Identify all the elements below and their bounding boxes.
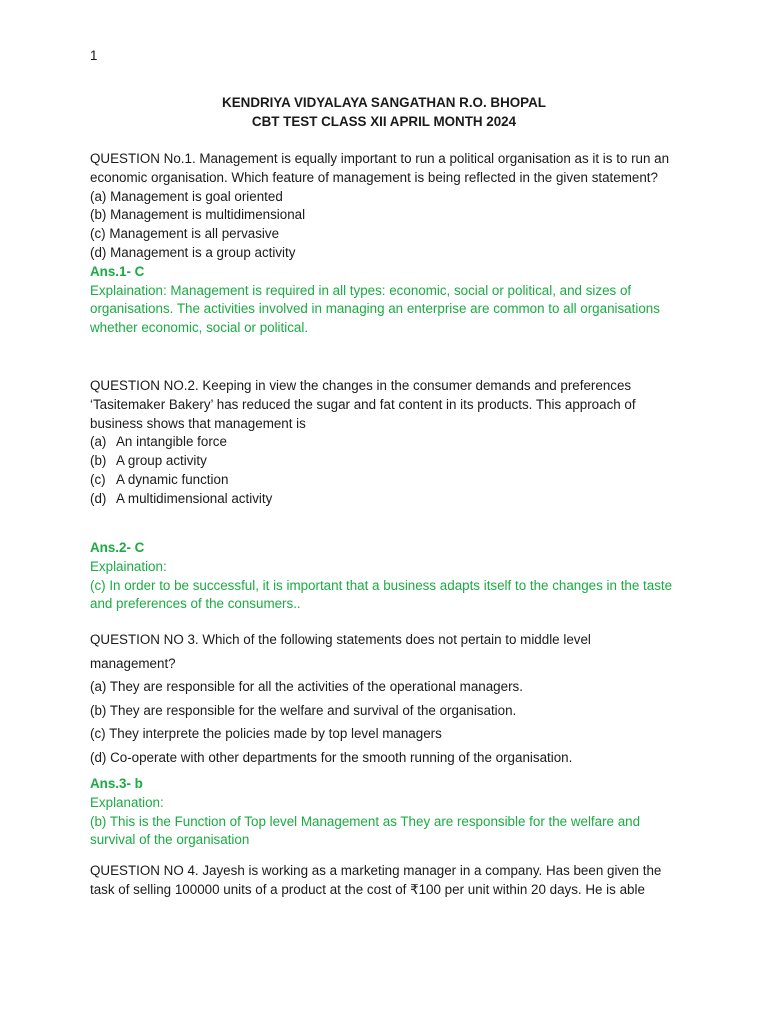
header-line-1: KENDRIYA VIDYALAYA SANGATHAN R.O. BHOPAL xyxy=(222,95,546,110)
question-2 xyxy=(90,377,680,509)
question-2-option xyxy=(90,471,680,490)
question-3-option: (b) They are responsible for the welfare and survival of the organisation. xyxy=(90,702,517,718)
question-1-option: (a) Management is goal oriented xyxy=(90,188,283,204)
question-4 xyxy=(90,862,680,900)
answer-1: Ans.1- C xyxy=(90,263,145,279)
question-1-option: (c) Management is all pervasive xyxy=(90,226,280,242)
question-2-option xyxy=(90,433,680,452)
option-text: A dynamic function xyxy=(116,471,229,487)
page-number: 1 xyxy=(90,48,98,63)
question-1-text: QUESTION No.1. Management is equally important to run a political organisation as it is to run an economic organisation. Which feature of management is being reflected in the given statement? xyxy=(90,151,670,185)
answer-2-block xyxy=(90,539,680,614)
question-2-text: QUESTION NO.2. Keeping in view the changes in the consumer demands and preferences ‘Tasitemaker Bakery’ has reduced the sugar and fat content in its products. This approach of business shows that management is xyxy=(90,378,636,431)
question-3-option: (c) They interprete the policies made by top level managers xyxy=(90,726,442,741)
option-letter: (b) xyxy=(90,453,107,469)
option-text: An intangible force xyxy=(116,434,227,450)
answer-3: Ans.3- b xyxy=(90,776,143,791)
question-1-option: (d) Management is a group activity xyxy=(90,244,296,260)
question-2-option xyxy=(90,490,680,509)
option-letter: (c) xyxy=(90,471,106,487)
option-letter: (a) xyxy=(90,434,107,450)
explanation-2: (c) In order to be successful, it is important that a business adapts itself to the changes in the taste and preferences of the consumers.. xyxy=(90,577,673,612)
explanation-1: Explaination: Management is required in all types: economic, social or political, and sizes of organisations. The activities involved in managing an enterprise are common to all organisations whether economic, social or political. xyxy=(90,282,660,336)
explanation-3: (b) This is the Function of Top level Management as They are responsible for the welfare and survival of the organisation xyxy=(90,813,641,848)
option-text: A multidimensional activity xyxy=(116,490,273,506)
option-letter: (d) xyxy=(90,490,107,506)
question-3 xyxy=(90,628,680,769)
question-3-option: (a) They are responsible for all the activities of the operational managers. xyxy=(90,679,523,694)
question-3-option: (d) Co-operate with other departments for the smooth running of the organisation. xyxy=(90,749,573,765)
question-4-text: QUESTION NO 4. Jayesh is working as a marketing manager in a company. Has been given the task of selling 100000 units of a product at the cost of ₹100 per unit within 20 days. He is able xyxy=(90,863,662,897)
document-header xyxy=(0,94,768,132)
question-1 xyxy=(90,150,680,338)
question-1-option: (b) Management is multidimensional xyxy=(90,207,306,223)
explanation-3-label: Explanation: xyxy=(90,794,164,810)
header-line-2: CBT TEST CLASS XII APRIL MONTH 2024 xyxy=(251,113,517,129)
explanation-2-label: Explaination: xyxy=(90,558,167,574)
answer-2: Ans.2- C xyxy=(90,540,145,555)
answer-3-block xyxy=(90,775,680,850)
option-text: A group activity xyxy=(116,453,207,469)
question-3-text: QUESTION NO 3. Which of the following statements does not pertain to middle level management? xyxy=(90,632,591,671)
question-2-option xyxy=(90,452,680,471)
